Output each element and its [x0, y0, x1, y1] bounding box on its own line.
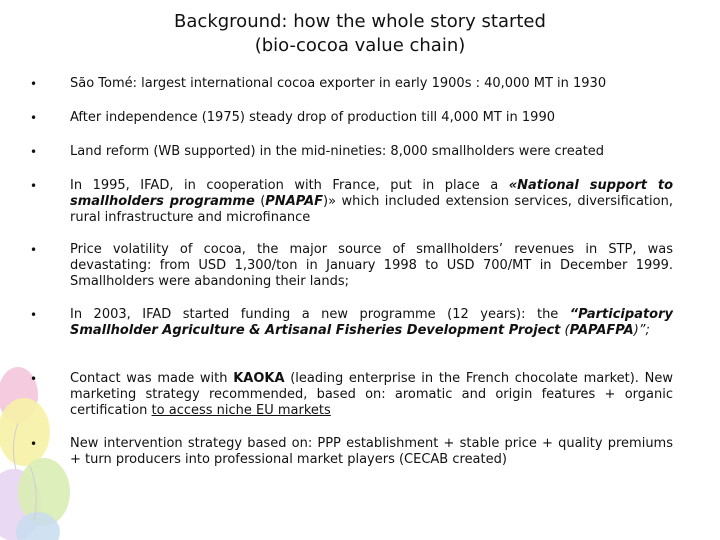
bullet-text-plain: (leading enterprise in the French chocolate market). New marketing strategy recommended, based on: aromatic and origin features + organic certification [70, 371, 673, 418]
bullet-item [30, 307, 673, 339]
bullet-item [30, 110, 673, 126]
programme-acronym: PNAPAF [265, 194, 324, 209]
company-name: KAOKA [233, 371, 285, 386]
programme-name: «National support to smallholders programme [70, 178, 673, 209]
bullet-text [70, 307, 673, 339]
bullet-item [30, 76, 673, 92]
bullet-text-plain: In 2003, IFAD started funding a new programme (12 years): the [70, 307, 570, 322]
bullet-dot-icon: • [30, 308, 38, 322]
bullet-dot-icon: • [30, 145, 38, 159]
slide-title-line-1: Background: how the whole story started [174, 11, 546, 32]
project-acronym: PAPAFPA [569, 323, 634, 338]
bullet-item [30, 242, 673, 290]
bullet-dot-icon: • [30, 243, 38, 257]
bullet-item [30, 144, 673, 160]
bullet-text: Price volatility of cocoa, the major source of smallholders’ revenues in STP, was devastating: from USD 1,300/ton in January 1998 to USD 700/MT in December 1999. Smallholders were abandoning their lands; [70, 242, 673, 289]
bullet-dot-icon: • [30, 77, 38, 91]
project-name: “Participatory Smallholder Agriculture & Artisanal Fisheries Development Project [70, 307, 673, 338]
underlined-phrase: to access niche EU markets [151, 403, 331, 418]
bullet-text [70, 178, 673, 226]
bullet-item [30, 436, 673, 468]
bullet-dot-icon: • [30, 372, 38, 386]
slide-title-line-2: (bio-cocoa value chain) [254, 35, 466, 56]
bullet-dot-icon: • [30, 437, 38, 451]
bullet-text-plain: Contact was made with [70, 371, 234, 386]
bullet-text-plain: ( [254, 194, 266, 209]
bullet-text-plain: In 1995, IFAD, in cooperation with France, put in place a [70, 178, 509, 193]
bullet-text: Land reform (WB supported) in the mid-nineties: 8,000 smallholders were created [70, 144, 605, 159]
bullet-item [30, 371, 673, 419]
bullet-item [30, 178, 673, 226]
bullet-text: After independence (1975) steady drop of production till 4,000 MT in 1990 [70, 110, 555, 125]
bullet-text: São Tomé: largest international cocoa exporter in early 1900s : 40,000 MT in 1930 [70, 76, 607, 91]
bullet-text: New intervention strategy based on: PPP establishment + stable price + quality premiums + turn producers into professional market players (CECAB created) [70, 436, 673, 467]
bullet-text-plain: )» which included extension services, diversification, rural infrastructure and microfinance [70, 194, 673, 225]
bullet-text-italic: )”; [633, 323, 650, 338]
bullet-dot-icon: • [30, 111, 38, 125]
bullet-dot-icon: • [30, 179, 38, 193]
bullet-text-italic: ( [560, 323, 570, 338]
bullet-text [70, 371, 673, 419]
